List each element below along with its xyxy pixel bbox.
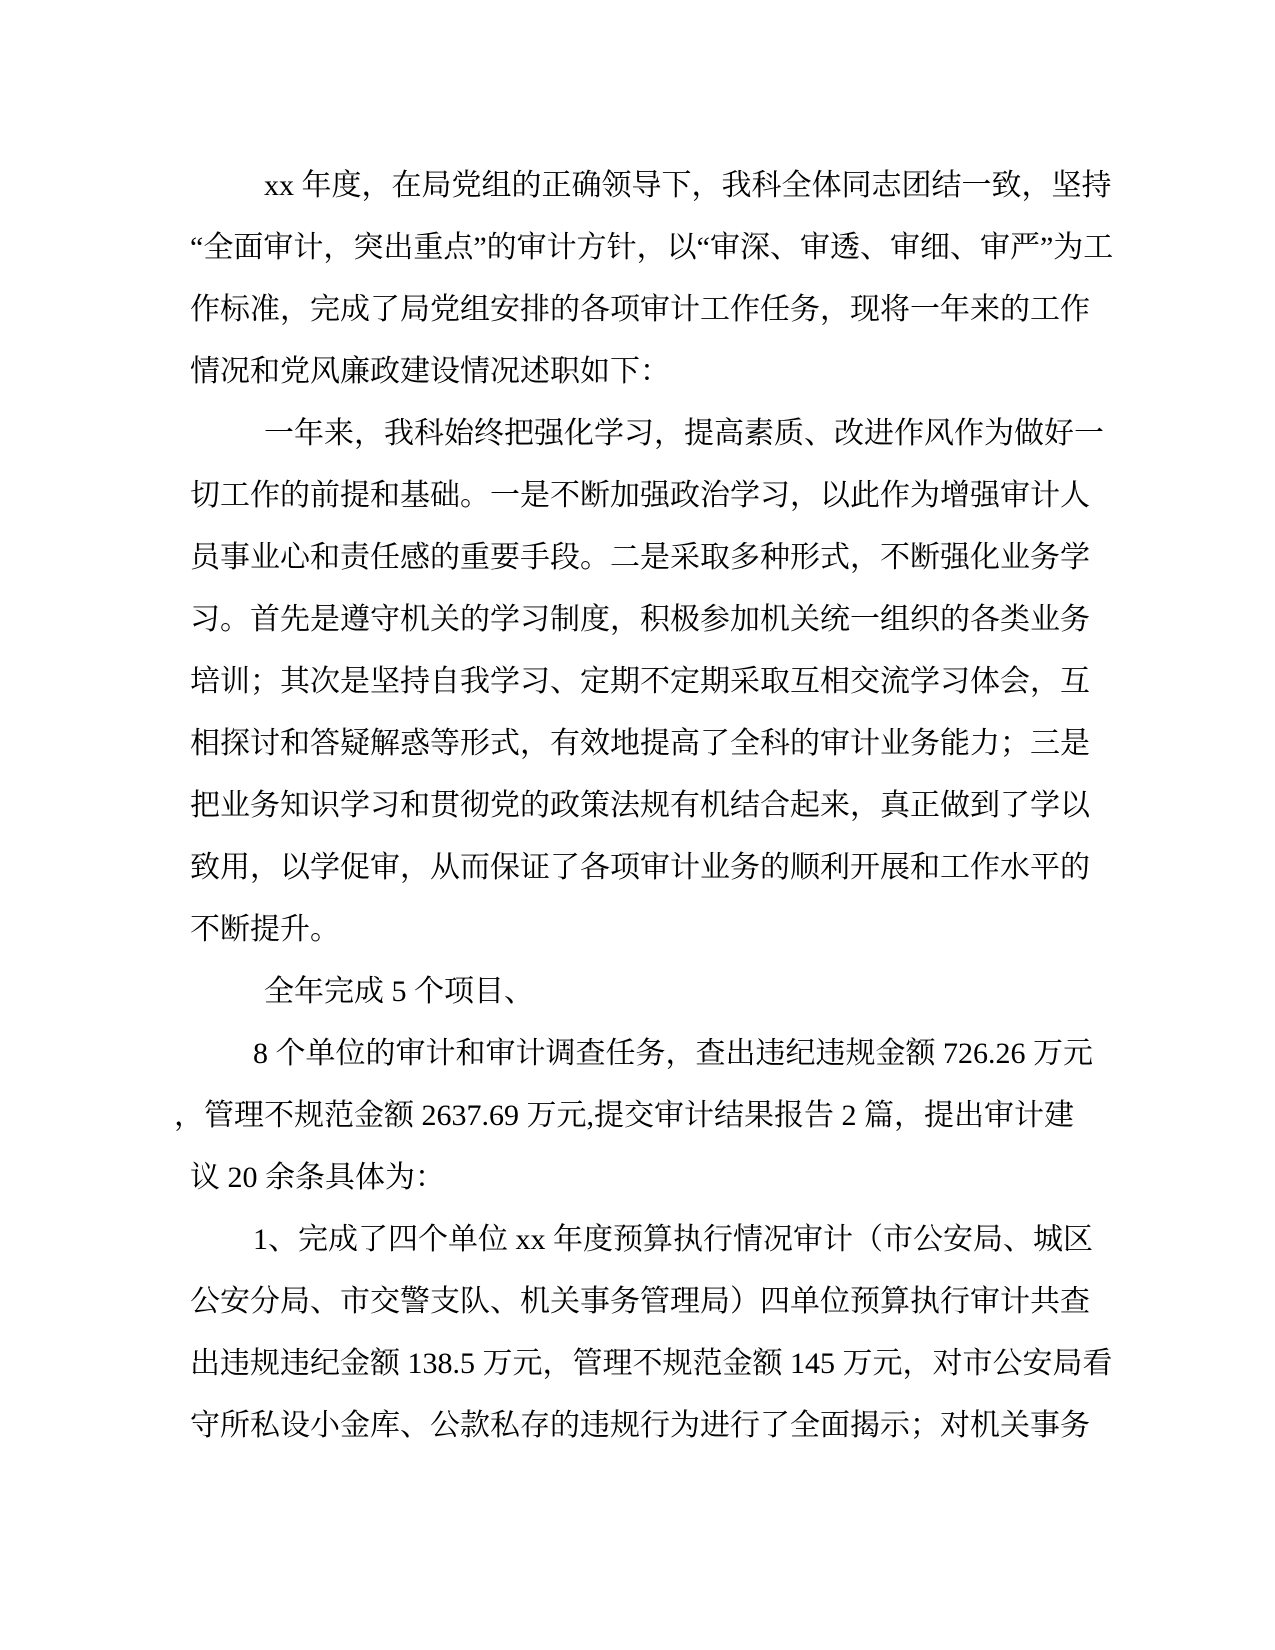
text-line: 情况和党风廉政建设情况述职如下：	[190, 355, 670, 388]
text-line: xx 年度，在局党组的正确领导下，我科全体同志团结一致，坚持	[264, 169, 1112, 202]
text-line: 公安分局、市交警支队、机关事务管理局）四单位预算执行审计共查	[190, 1285, 1090, 1318]
text-line: 议 20 余条具体为：	[190, 1161, 445, 1194]
text-line: 切工作的前提和基础。一是不断加强政治学习，以此作为增强审计人	[190, 479, 1090, 512]
text-line: 致用，以学促审，从而保证了各项审计业务的顺利开展和工作水平的	[190, 851, 1090, 884]
text-line: 8 个单位的审计和审计调查任务，查出违纪违规金额 726.26 万元	[253, 1037, 1093, 1070]
text-line: 相探讨和答疑解惑等形式，有效地提高了全科的审计业务能力；三是	[190, 727, 1090, 760]
text-line: 1、完成了四个单位 xx 年度预算执行情况审计（市公安局、城区	[253, 1223, 1093, 1256]
text-line: “全面审计，突出重点”的审计方针，以“审深、审透、审细、审严”为工	[190, 231, 1114, 264]
document-body	[174, 155, 1125, 1457]
text-line: 作标准，完成了局党组安排的各项审计工作任务，现将一年来的工作	[190, 293, 1090, 326]
text-line: 习。首先是遵守机关的学习制度，积极参加机关统一组织的各类业务	[190, 603, 1090, 636]
text-line: ，管理不规范金额 2637.69 万元,提交审计结果报告 2 篇，提出审计建	[174, 1099, 1074, 1132]
text-line: 把业务知识学习和贯彻党的政策法规有机结合起来，真正做到了学以	[190, 789, 1090, 822]
text-line: 员事业心和责任感的重要手段。二是采取多种形式，不断强化业务学	[190, 541, 1090, 574]
text-line: 培训；其次是坚持自我学习、定期不定期采取互相交流学习体会，互	[190, 665, 1090, 698]
text-line: 不断提升。	[190, 913, 340, 946]
text-line: 守所私设小金库、公款私存的违规行为进行了全面揭示；对机关事务	[190, 1409, 1090, 1442]
text-line: 一年来，我科始终把强化学习，提高素质、改进作风作为做好一	[264, 417, 1104, 450]
text-line: 全年完成 5 个项目、	[264, 975, 534, 1008]
text-line: 出违规违纪金额 138.5 万元，管理不规范金额 145 万元，对市公安局看	[190, 1347, 1113, 1380]
